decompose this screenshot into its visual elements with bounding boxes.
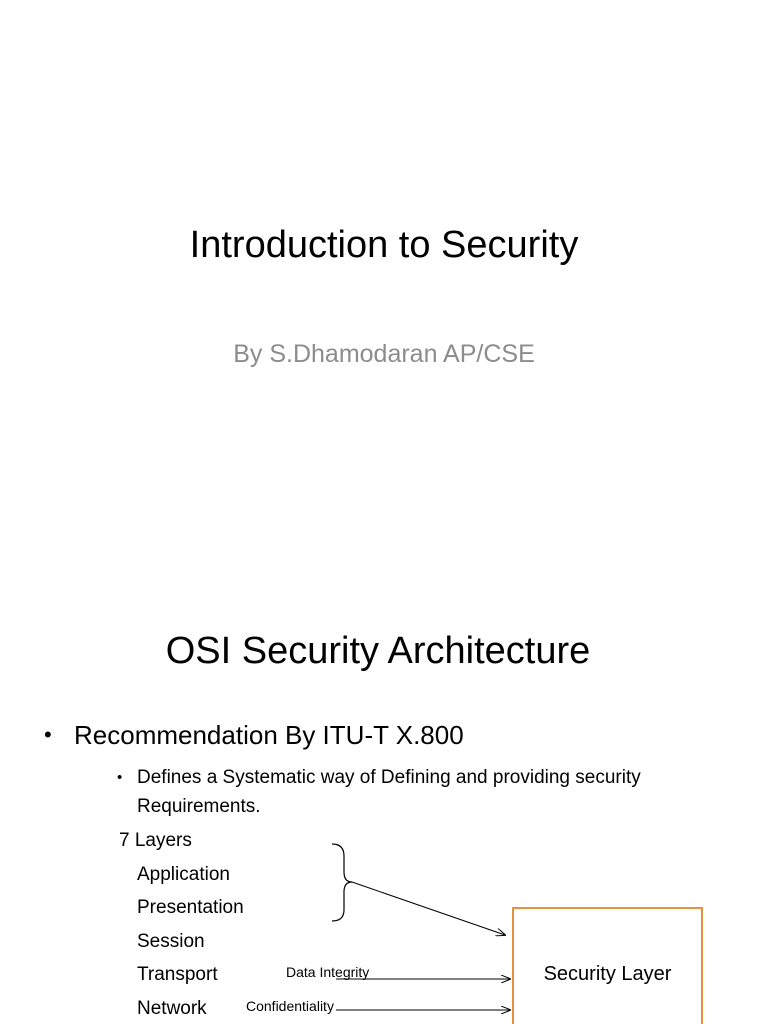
layer-application: Application [137,863,230,885]
layer-network: Network [137,997,207,1019]
curly-brace [332,844,352,921]
brace-arrow [352,882,505,935]
slide-subtitle: By S.Dhamodaran AP/CSE [233,340,535,368]
security-layer-label: Security Layer [543,963,672,985]
bullet-text: Recommendation By ITU-T X.800 [74,720,464,750]
layers-list [119,824,244,1024]
slide-title: Introduction to Security [189,224,579,266]
bullet-icon: • [44,722,52,747]
layer-session: Session [137,930,205,952]
osi-architecture-slide [0,576,768,1024]
security-layer-box [512,907,703,1024]
confidentiality-label: Confidentiality [246,998,334,1014]
sub-bullet-text: Defines a Systematic way of Defining and providing security Requirements. [137,767,641,817]
data-integrity-label: Data Integrity [286,964,370,980]
sub-bullet-defines [117,763,737,821]
layers-heading: 7 Layers [119,830,192,851]
slide-title: OSI Security Architecture [165,630,591,672]
layer-presentation: Presentation [137,897,244,918]
bullet-icon: • [117,769,123,786]
layer-transport: Transport [137,964,218,985]
